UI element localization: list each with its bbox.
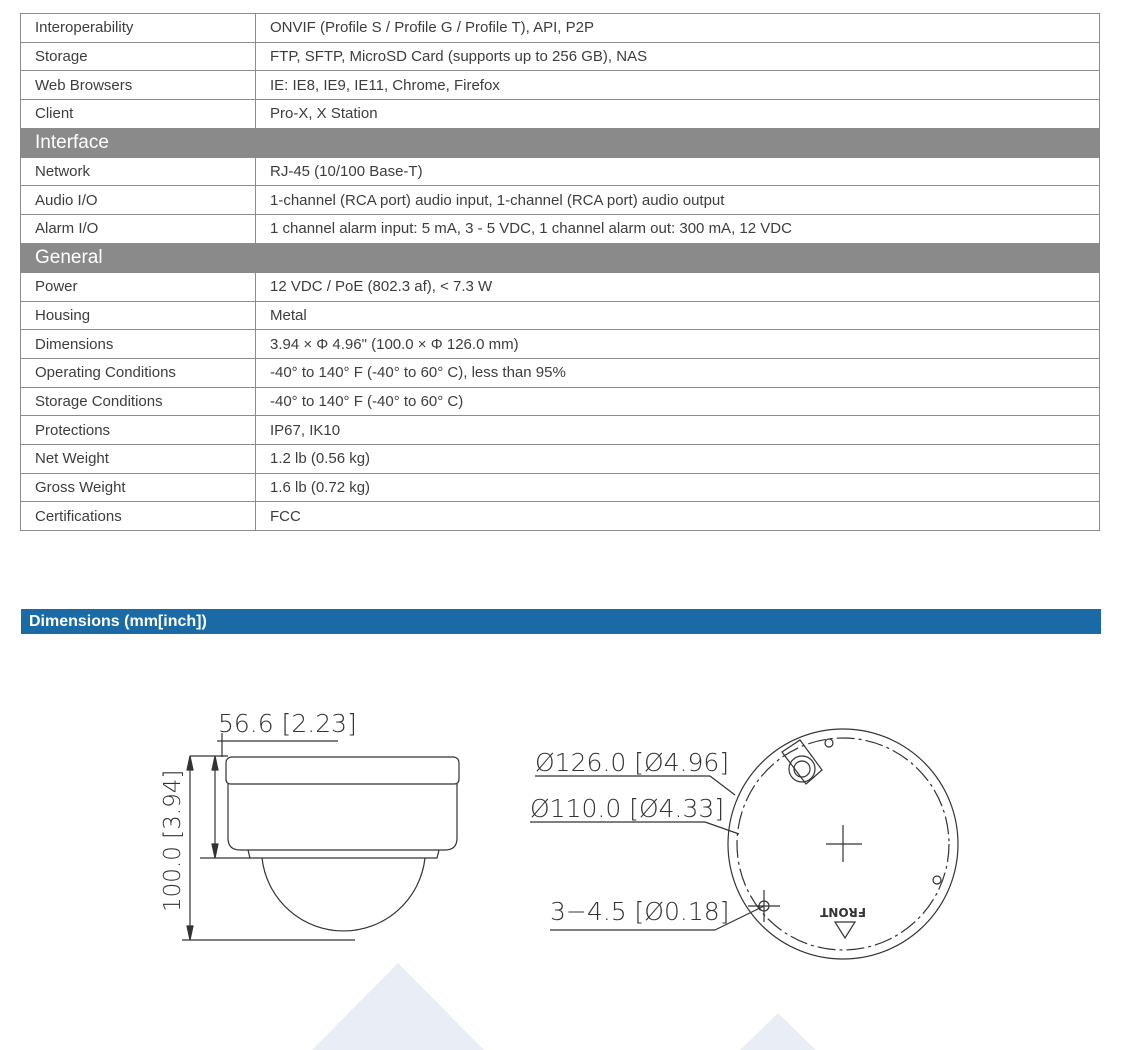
table-row — [21, 186, 1100, 215]
section-header-interface — [21, 128, 1100, 157]
spec-label: Dimensions — [21, 330, 256, 359]
table-row — [21, 301, 1100, 330]
table-row — [21, 272, 1100, 301]
watermark-shape — [312, 963, 484, 1050]
spec-value: IP67, IK10 — [256, 416, 1100, 445]
spec-label: Web Browsers — [21, 71, 256, 100]
spec-value: 3.94 × Φ 4.96" (100.0 × Φ 126.0 mm) — [256, 330, 1100, 359]
dimensions-section-header: Dimensions (mm[inch]) — [21, 609, 1101, 634]
spec-label: Client — [21, 100, 256, 129]
spec-value: -40° to 140° F (-40° to 60° C), less than 95% — [256, 358, 1100, 387]
spec-label: Storage — [21, 42, 256, 71]
spec-label: Operating Conditions — [21, 358, 256, 387]
watermark-shape — [740, 1013, 816, 1050]
table-row — [21, 358, 1100, 387]
spec-label: Alarm I/O — [21, 215, 256, 244]
table-row — [21, 330, 1100, 359]
spec-value: 1 channel alarm input: 5 mA, 3 - 5 VDC, 1 channel alarm out: 300 mA, 12 VDC — [256, 215, 1100, 244]
spec-label: Storage Conditions — [21, 387, 256, 416]
front-mark: FRONT — [820, 905, 866, 919]
table-row — [21, 444, 1100, 473]
outer-diameter-dimension: Ø126.0 [Ø4.96] — [535, 748, 730, 777]
spec-label: Interoperability — [21, 14, 256, 43]
spec-value: 1.6 lb (0.72 kg) — [256, 473, 1100, 502]
background-watermark — [0, 955, 1128, 1050]
mount-hole-dimension: 3−4.5 [Ø0.18] — [550, 897, 730, 926]
spec-value: FCC — [256, 502, 1100, 531]
spec-value: IE: IE8, IE9, IE11, Chrome, Firefox — [256, 71, 1100, 100]
table-row — [21, 14, 1100, 43]
table-row — [21, 416, 1100, 445]
side-width-dimension: 56.6 [2.23] — [218, 709, 357, 738]
spec-table — [20, 13, 1100, 531]
spec-value: ONVIF (Profile S / Profile G / Profile T), API, P2P — [256, 14, 1100, 43]
section-title: Interface — [21, 128, 1100, 157]
spec-value: 12 VDC / PoE (802.3 af), < 7.3 W — [256, 272, 1100, 301]
side-height-dimension: 100.0 [3.94] — [160, 769, 186, 912]
spec-label: Audio I/O — [21, 186, 256, 215]
spec-label: Certifications — [21, 502, 256, 531]
spec-label: Housing — [21, 301, 256, 330]
section-title: General — [21, 243, 1100, 272]
spec-label: Gross Weight — [21, 473, 256, 502]
table-row — [21, 157, 1100, 186]
section-header-general — [21, 243, 1100, 272]
table-row — [21, 502, 1100, 531]
spec-value: Metal — [256, 301, 1100, 330]
spec-label: Net Weight — [21, 444, 256, 473]
spec-label: Network — [21, 157, 256, 186]
inner-diameter-dimension: Ø110.0 [Ø4.33] — [530, 794, 725, 823]
spec-value: RJ-45 (10/100 Base-T) — [256, 157, 1100, 186]
spec-label: Protections — [21, 416, 256, 445]
side-view — [182, 733, 459, 940]
table-row — [21, 387, 1100, 416]
spec-value: -40° to 140° F (-40° to 60° C) — [256, 387, 1100, 416]
table-row — [21, 100, 1100, 129]
table-row — [21, 71, 1100, 100]
table-row — [21, 473, 1100, 502]
spec-value: 1.2 lb (0.56 kg) — [256, 444, 1100, 473]
dimension-drawing — [0, 690, 1128, 960]
spec-value: 1-channel (RCA port) audio input, 1-channel (RCA port) audio output — [256, 186, 1100, 215]
spec-value: Pro-X, X Station — [256, 100, 1100, 129]
spec-label: Power — [21, 272, 256, 301]
table-row — [21, 42, 1100, 71]
spec-value: FTP, SFTP, MicroSD Card (supports up to 256 GB), NAS — [256, 42, 1100, 71]
table-row — [21, 215, 1100, 244]
